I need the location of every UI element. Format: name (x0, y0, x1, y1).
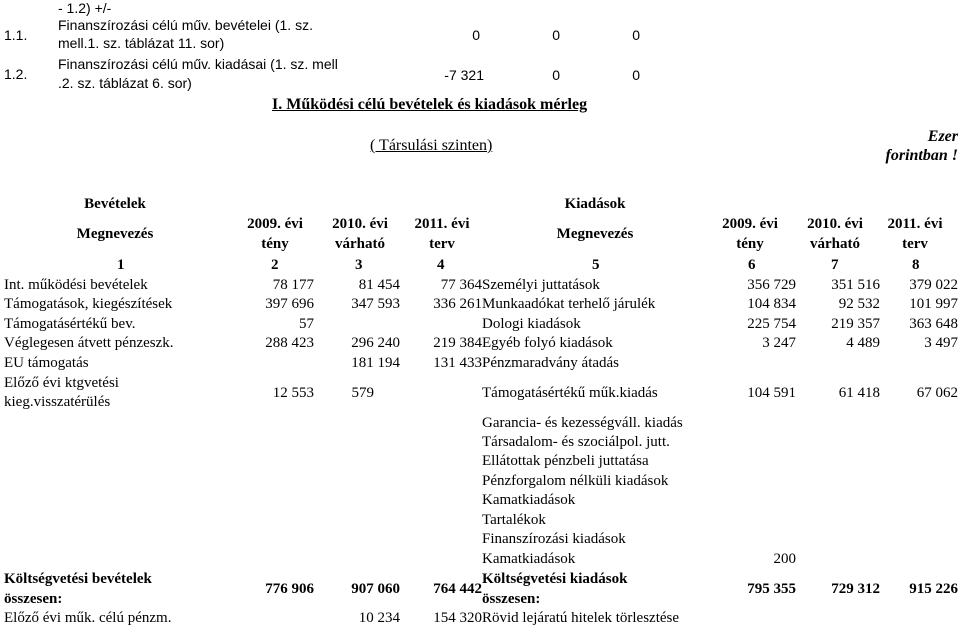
expense-label: Társadalom- és szociálpol. jutt. (482, 434, 670, 450)
year-header: 2010. évi (332, 216, 388, 232)
cell-2009: 200 (773, 551, 796, 567)
expense-label: Egyéb folyó kiadások (482, 335, 613, 351)
column-number: 3 (355, 257, 363, 273)
cell-2009: 78 177 (272, 277, 314, 293)
value: 0 (632, 27, 640, 43)
revenue-label: Előző évi műk. célú pénzm. (4, 610, 172, 626)
cell-2010: 181 194 (351, 355, 400, 371)
revenue-total-label: Költségvetési bevételek (4, 571, 152, 587)
cell-2009: 104 834 (747, 296, 796, 312)
expense-label: Dologi kiadások (482, 316, 581, 332)
continued-line: - 1.2) +/- (58, 0, 112, 16)
cell-2009: 57 (299, 316, 314, 332)
expense-label: Személyi juttatások (482, 277, 600, 293)
cell-2011: 336 261 (433, 296, 482, 312)
revenue-label: kieg.visszatérülés (4, 394, 111, 410)
year-header: 2011. évi (887, 216, 943, 232)
row-number: 1.1. (4, 27, 28, 43)
expense-label: Kamatkiadások (482, 551, 576, 567)
expense-label: Kamatkiadások (482, 492, 576, 508)
cell-2010: 92 532 (838, 296, 880, 312)
column-number: 2 (271, 257, 279, 273)
cell-2011: 154 320 (433, 610, 482, 626)
row-label: mell.1. sz. táblázat 11. sor) (58, 35, 225, 51)
expense-label: Rövid lejáratú hitelek törlesztése (482, 610, 680, 626)
revenue-label: Előző évi ktgvetési (4, 375, 119, 391)
revenue-total-label: összesen: (4, 591, 63, 607)
revenue-label: EU támogatás (4, 355, 89, 371)
total-2011: 915 226 (909, 581, 958, 597)
value: 0 (552, 67, 560, 83)
cell-2011: 101 997 (909, 296, 958, 312)
value: -7 321 (444, 67, 484, 83)
column-number: 7 (831, 257, 839, 273)
expense-label: Finanszírozási kiadások (482, 531, 626, 547)
cell-2010: 81 454 (358, 277, 400, 293)
column-number: 5 (592, 257, 600, 273)
section-subtitle: ( Társulási szinten) (370, 137, 493, 154)
cell-2009: 225 754 (747, 316, 796, 332)
value: 0 (472, 27, 480, 43)
year-header: 2011. évi (414, 216, 470, 232)
expense-label: Pénzmaradvány átadás (482, 355, 620, 371)
expense-label: Támogatásértékű műk.kiadás (482, 385, 658, 401)
cell-2010: 351 516 (831, 277, 880, 293)
cell-2010: 10 234 (358, 610, 400, 626)
revenue-header: Bevételek (84, 196, 146, 212)
revenue-label: Véglegesen átvett pénzeszk. (4, 335, 174, 351)
year-header: várható (810, 236, 860, 252)
revenue-label: Támogatások, kiegészítések (4, 296, 173, 312)
total-2011: 764 442 (433, 581, 482, 597)
expense-total-label: Költségvetési kiadások (482, 571, 628, 587)
row-number: 1.2. (4, 66, 28, 82)
year-header: tény (736, 236, 764, 252)
expense-label: Ellátottak pénzbeli juttatása (482, 453, 649, 469)
value: 0 (552, 27, 560, 43)
cell-2010: 61 418 (838, 385, 880, 401)
column-number: 1 (117, 257, 125, 273)
total-2010: 907 060 (351, 581, 400, 597)
row-label: .2. sz. táblázat 6. sor) (58, 75, 192, 91)
expense-label: Tartalékok (482, 512, 546, 528)
unit-label: Ezer (927, 128, 958, 145)
unit-label: forintban ! (885, 147, 958, 164)
total-2009: 795 355 (747, 581, 796, 597)
year-header: 2009. évi (722, 216, 778, 232)
column-number: 8 (912, 257, 920, 273)
cell-2010: 219 357 (831, 316, 880, 332)
cell-2011: 77 364 (440, 277, 482, 293)
cell-2010: 347 593 (351, 296, 400, 312)
cell-2011: 379 022 (909, 277, 958, 293)
row-label: Finanszírozási célú műv. bevételei (1. sz. (58, 17, 313, 33)
expense-label: Pénzforgalom nélküli kiadások (482, 473, 669, 489)
cell-2009: 104 591 (747, 385, 796, 401)
expense-label: Garancia- és kezességváll. kiadás (482, 415, 683, 431)
cell-2009: 288 423 (265, 335, 314, 351)
expense-label: Munkaadókat terhelő járulék (482, 296, 656, 312)
year-header: 2010. évi (807, 216, 863, 232)
section-title: I. Működési célú bevételek és kiadások mérleg (272, 96, 588, 113)
cell-2009: 397 696 (265, 296, 314, 312)
total-2009: 776 906 (265, 581, 314, 597)
row-label: Finanszírozási célú műv. kiadásai (1. sz. mell (58, 56, 338, 72)
cell-2009: 3 247 (762, 335, 796, 351)
cell-2011: 67 062 (916, 385, 958, 401)
expense-total-label: összesen: (482, 591, 541, 607)
column-number: 6 (748, 257, 756, 273)
revenue-label: Támogatásértékű bev. (4, 316, 136, 332)
cell-2010: 579 (351, 385, 374, 401)
name-column-header: Megnevezés (556, 226, 634, 242)
year-header: tény (261, 236, 289, 252)
year-header: terv (429, 236, 455, 252)
cell-2009: 356 729 (747, 277, 796, 293)
year-header: várható (335, 236, 385, 252)
year-header: 2009. évi (247, 216, 303, 232)
cell-2009: 12 553 (272, 385, 314, 401)
cell-2011: 3 497 (924, 335, 958, 351)
cell-2011: 219 384 (433, 335, 482, 351)
cell-2011: 363 648 (909, 316, 958, 332)
total-2010: 729 312 (831, 581, 880, 597)
cell-2010: 296 240 (351, 335, 400, 351)
cell-2010: 4 489 (846, 335, 880, 351)
expense-header: Kiadások (564, 196, 626, 212)
value: 0 (632, 67, 640, 83)
column-number: 4 (437, 257, 445, 273)
year-header: terv (902, 236, 928, 252)
cell-2011: 131 433 (433, 355, 482, 371)
revenue-label: Int. működési bevételek (4, 277, 148, 293)
name-column-header: Megnevezés (76, 226, 154, 242)
